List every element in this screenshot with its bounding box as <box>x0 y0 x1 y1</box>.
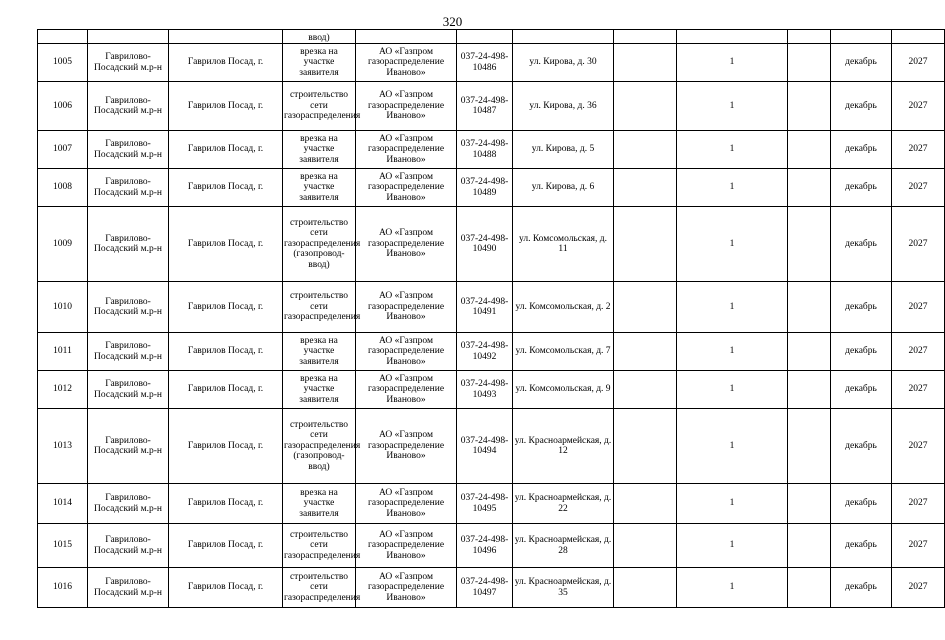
cell-quantity: 1 <box>677 131 788 169</box>
cell-empty <box>513 30 614 44</box>
cell-empty <box>677 30 788 44</box>
cell-settlement: Гаврилов Посад, г. <box>169 82 283 131</box>
cell-number: 1012 <box>38 371 88 409</box>
cell-quantity: 1 <box>677 82 788 131</box>
cell-work-type: строительство сети газораспределения (газопровод-ввод) <box>283 409 356 484</box>
table-row <box>38 282 945 333</box>
cell-month: декабрь <box>831 169 892 207</box>
cell-code: 037-24-498-10493 <box>457 371 513 409</box>
cell-address: ул. Комсомольская, д. 9 <box>513 371 614 409</box>
cell-organization: АО «Газпром газораспределение Иваново» <box>356 333 457 371</box>
cell-district: Гаврилово-Посадский м.р-н <box>88 484 169 524</box>
cell-address: ул. Красноармейская, д. 22 <box>513 484 614 524</box>
cell-year: 2027 <box>892 282 945 333</box>
cell-organization: АО «Газпром газораспределение Иваново» <box>356 484 457 524</box>
table-body <box>38 30 945 608</box>
cell-empty <box>788 371 831 409</box>
cell-empty <box>788 333 831 371</box>
cell-code: 037-24-498-10496 <box>457 524 513 568</box>
cell-district: Гаврилово-Посадский м.р-н <box>88 333 169 371</box>
cell-empty <box>788 169 831 207</box>
cell-district: Гаврилово-Посадский м.р-н <box>88 409 169 484</box>
cell-empty <box>614 82 677 131</box>
cell-month: декабрь <box>831 82 892 131</box>
cell-settlement: Гаврилов Посад, г. <box>169 524 283 568</box>
cell-organization: АО «Газпром газораспределение Иваново» <box>356 568 457 608</box>
cell-district: Гаврилово-Посадский м.р-н <box>88 371 169 409</box>
cell-year: 2027 <box>892 131 945 169</box>
cell-quantity: 1 <box>677 371 788 409</box>
cell-work-type: строительство сети газораспределения (газопровод-ввод) <box>283 207 356 282</box>
cell-code: 037-24-498-10486 <box>457 44 513 82</box>
cell-address: ул. Красноармейская, д. 12 <box>513 409 614 484</box>
cell-work-type: врезка на участке заявителя <box>283 333 356 371</box>
cell-organization: АО «Газпром газораспределение Иваново» <box>356 409 457 484</box>
cell-organization: АО «Газпром газораспределение Иваново» <box>356 82 457 131</box>
cell-quantity: 1 <box>677 333 788 371</box>
cell-empty <box>169 30 283 44</box>
table-row <box>38 131 945 169</box>
cell-year: 2027 <box>892 333 945 371</box>
cell-district: Гаврилово-Посадский м.р-н <box>88 524 169 568</box>
cell-number: 1015 <box>38 524 88 568</box>
cell-empty <box>614 568 677 608</box>
table-row <box>38 44 945 82</box>
cell-empty <box>831 30 892 44</box>
cell-empty <box>788 409 831 484</box>
cell-code: 037-24-498-10497 <box>457 568 513 608</box>
cell-year: 2027 <box>892 524 945 568</box>
cell-year: 2027 <box>892 484 945 524</box>
cell-number: 1010 <box>38 282 88 333</box>
cell-number: 1013 <box>38 409 88 484</box>
cell-number: 1009 <box>38 207 88 282</box>
cell-empty <box>788 207 831 282</box>
cell-code: 037-24-498-10494 <box>457 409 513 484</box>
cell-empty <box>892 30 945 44</box>
cell-district: Гаврилово-Посадский м.р-н <box>88 44 169 82</box>
cell-organization: АО «Газпром газораспределение Иваново» <box>356 131 457 169</box>
cell-quantity: 1 <box>677 44 788 82</box>
table-row <box>38 371 945 409</box>
cell-district: Гаврилово-Посадский м.р-н <box>88 207 169 282</box>
cell-year: 2027 <box>892 169 945 207</box>
table-row <box>38 333 945 371</box>
cell-month: декабрь <box>831 131 892 169</box>
cell-quantity: 1 <box>677 207 788 282</box>
cell-code: 037-24-498-10492 <box>457 333 513 371</box>
cell-month: декабрь <box>831 333 892 371</box>
cell-address: ул. Красноармейская, д. 35 <box>513 568 614 608</box>
cell-empty <box>614 30 677 44</box>
cell-empty <box>788 30 831 44</box>
cell-quantity: 1 <box>677 409 788 484</box>
registry-table <box>37 29 945 608</box>
cell-empty <box>614 44 677 82</box>
cell-organization: АО «Газпром газораспределение Иваново» <box>356 371 457 409</box>
cell-month: декабрь <box>831 484 892 524</box>
cell-organization: АО «Газпром газораспределение Иваново» <box>356 207 457 282</box>
cell-work-continued: ввод) <box>283 30 356 44</box>
cell-address: ул. Комсомольская, д. 2 <box>513 282 614 333</box>
cell-settlement: Гаврилов Посад, г. <box>169 44 283 82</box>
cell-quantity: 1 <box>677 568 788 608</box>
cell-empty <box>788 282 831 333</box>
cell-year: 2027 <box>892 568 945 608</box>
cell-code: 037-24-498-10489 <box>457 169 513 207</box>
cell-year: 2027 <box>892 409 945 484</box>
cell-settlement: Гаврилов Посад, г. <box>169 484 283 524</box>
cell-district: Гаврилово-Посадский м.р-н <box>88 568 169 608</box>
cell-empty <box>88 30 169 44</box>
cell-number: 1006 <box>38 82 88 131</box>
cell-organization: АО «Газпром газораспределение Иваново» <box>356 524 457 568</box>
cell-work-type: строительство сети газораспределения <box>283 568 356 608</box>
cell-settlement: Гаврилов Посад, г. <box>169 207 283 282</box>
cell-district: Гаврилово-Посадский м.р-н <box>88 82 169 131</box>
cell-month: декабрь <box>831 568 892 608</box>
cell-empty <box>614 131 677 169</box>
table-row <box>38 524 945 568</box>
cell-year: 2027 <box>892 44 945 82</box>
cell-number: 1011 <box>38 333 88 371</box>
table-row <box>38 207 945 282</box>
cell-quantity: 1 <box>677 169 788 207</box>
cell-year: 2027 <box>892 371 945 409</box>
cell-work-type: врезка на участке заявителя <box>283 44 356 82</box>
cell-empty <box>614 371 677 409</box>
cell-empty <box>614 524 677 568</box>
cell-month: декабрь <box>831 371 892 409</box>
cell-organization: АО «Газпром газораспределение Иваново» <box>356 169 457 207</box>
cell-number: 1014 <box>38 484 88 524</box>
cell-address: ул. Комсомольская, д. 11 <box>513 207 614 282</box>
table-row <box>38 484 945 524</box>
cell-settlement: Гаврилов Посад, г. <box>169 169 283 207</box>
cell-address: ул. Красноармейская, д. 28 <box>513 524 614 568</box>
cell-work-type: врезка на участке заявителя <box>283 484 356 524</box>
cell-settlement: Гаврилов Посад, г. <box>169 282 283 333</box>
cell-empty <box>614 282 677 333</box>
cell-settlement: Гаврилов Посад, г. <box>169 409 283 484</box>
cell-code: 037-24-498-10488 <box>457 131 513 169</box>
table-row <box>38 568 945 608</box>
cell-quantity: 1 <box>677 484 788 524</box>
cell-empty <box>614 484 677 524</box>
cell-empty <box>788 82 831 131</box>
cell-code: 037-24-498-10490 <box>457 207 513 282</box>
cell-quantity: 1 <box>677 282 788 333</box>
cell-empty <box>788 568 831 608</box>
cell-district: Гаврилово-Посадский м.р-н <box>88 282 169 333</box>
cell-code: 037-24-498-10487 <box>457 82 513 131</box>
cell-address: ул. Кирова, д. 30 <box>513 44 614 82</box>
cell-address: ул. Кирова, д. 36 <box>513 82 614 131</box>
cell-empty <box>614 409 677 484</box>
cell-empty <box>788 484 831 524</box>
cell-settlement: Гаврилов Посад, г. <box>169 131 283 169</box>
cell-empty <box>38 30 88 44</box>
cell-code: 037-24-498-10491 <box>457 282 513 333</box>
cell-settlement: Гаврилов Посад, г. <box>169 371 283 409</box>
cell-number: 1008 <box>38 169 88 207</box>
cell-organization: АО «Газпром газораспределение Иваново» <box>356 44 457 82</box>
cell-code: 037-24-498-10495 <box>457 484 513 524</box>
cell-year: 2027 <box>892 207 945 282</box>
cell-month: декабрь <box>831 207 892 282</box>
cell-empty <box>356 30 457 44</box>
cell-work-type: врезка на участке заявителя <box>283 131 356 169</box>
table-row <box>38 169 945 207</box>
page-number: 320 <box>442 14 463 29</box>
cell-organization: АО «Газпром газораспределение Иваново» <box>356 282 457 333</box>
cell-address: ул. Кирова, д. 5 <box>513 131 614 169</box>
cell-empty <box>788 44 831 82</box>
cell-number: 1007 <box>38 131 88 169</box>
cell-work-type: врезка на участке заявителя <box>283 371 356 409</box>
cell-district: Гаврилово-Посадский м.р-н <box>88 169 169 207</box>
cell-empty <box>614 333 677 371</box>
cell-number: 1016 <box>38 568 88 608</box>
table-row <box>38 409 945 484</box>
cell-quantity: 1 <box>677 524 788 568</box>
cell-work-type: строительство сети газораспределения <box>283 82 356 131</box>
cell-empty <box>457 30 513 44</box>
cell-address: ул. Кирова, д. 6 <box>513 169 614 207</box>
cell-address: ул. Комсомольская, д. 7 <box>513 333 614 371</box>
continued-row <box>38 30 945 44</box>
cell-month: декабрь <box>831 524 892 568</box>
cell-settlement: Гаврилов Посад, г. <box>169 568 283 608</box>
cell-settlement: Гаврилов Посад, г. <box>169 333 283 371</box>
cell-work-type: строительство сети газораспределения <box>283 524 356 568</box>
cell-month: декабрь <box>831 282 892 333</box>
cell-empty <box>614 207 677 282</box>
cell-work-type: строительство сети газораспределения <box>283 282 356 333</box>
cell-empty <box>614 169 677 207</box>
cell-month: декабрь <box>831 44 892 82</box>
cell-district: Гаврилово-Посадский м.р-н <box>88 131 169 169</box>
cell-empty <box>788 524 831 568</box>
cell-number: 1005 <box>38 44 88 82</box>
cell-year: 2027 <box>892 82 945 131</box>
cell-month: декабрь <box>831 409 892 484</box>
cell-empty <box>788 131 831 169</box>
table-row <box>38 82 945 131</box>
cell-work-type: врезка на участке заявителя <box>283 169 356 207</box>
